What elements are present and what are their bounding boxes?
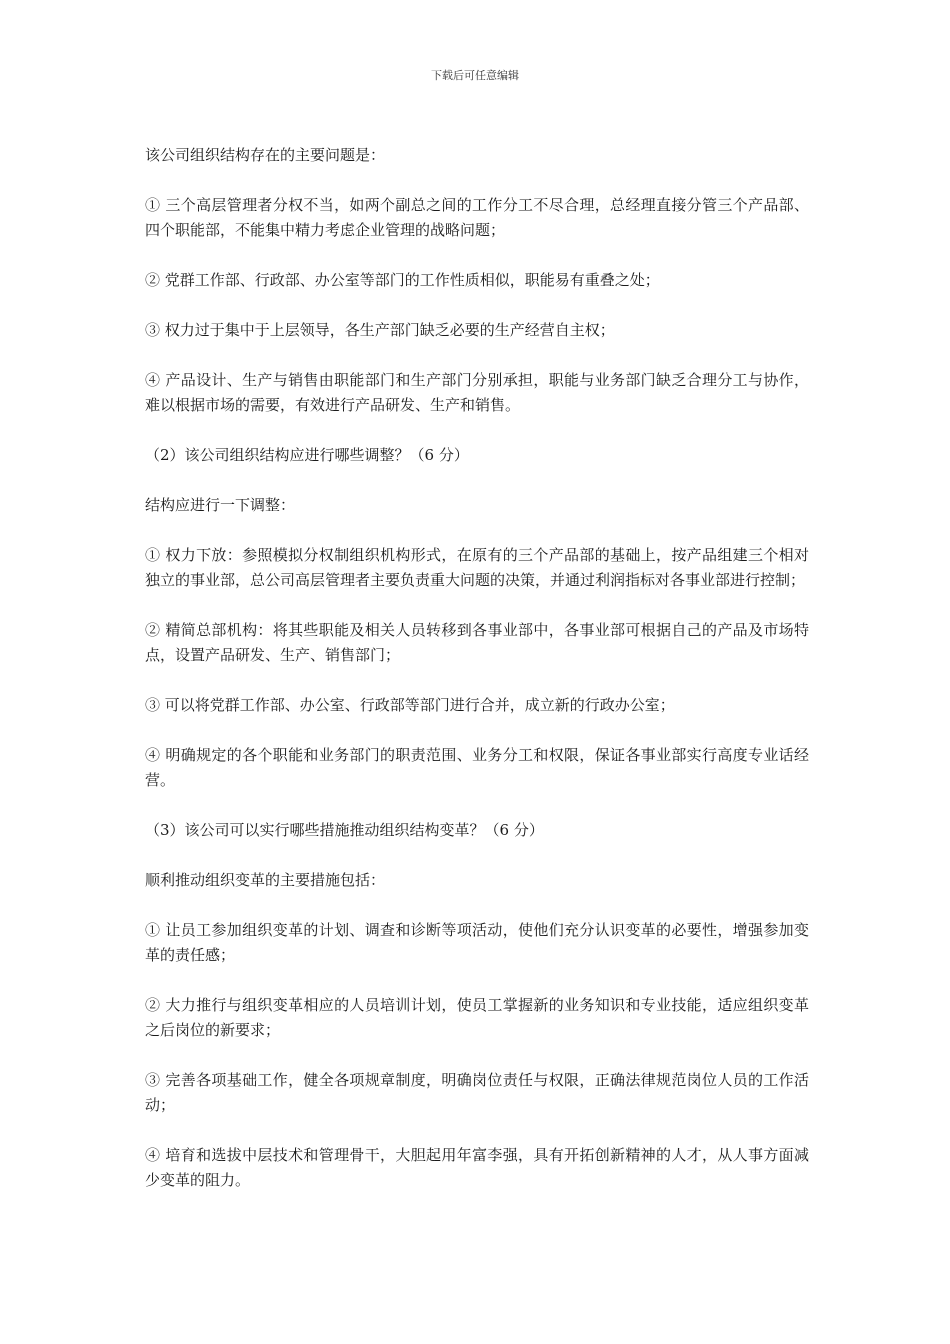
measure-item-1: ① 让员工参加组织变革的计划、调查和诊断等项活动，使他们充分认识变革的必要性，增强参加变革的责任感； <box>145 921 809 964</box>
problem-item-2: ② 党群工作部、行政部、办公室等部门的工作性质相似，职能易有重叠之处； <box>145 271 660 289</box>
question-3: （3）该公司可以实行哪些措施推动组织结构变革？（6 分） <box>145 821 544 839</box>
question-2: （2）该公司组织结构应进行哪些调整？（6 分） <box>145 446 469 464</box>
intro-problems: 该公司组织结构存在的主要问题是： <box>145 146 386 164</box>
intro-measures: 顺利推动组织变革的主要措施包括： <box>145 871 386 889</box>
problem-item-4: ④ 产品设计、生产与销售由职能部门和生产部门分别承担，职能与业务部门缺乏合理分工与协作，难以根据市场的需要，有效进行产品研发、生产和销售。 <box>145 371 809 414</box>
measure-item-3: ③ 完善各项基础工作，健全各项规章制度，明确岗位责任与权限，正确法律规范岗位人员的工作活动； <box>145 1071 809 1114</box>
page-header: 下载后可任意编辑 <box>431 69 519 82</box>
adjustment-item-3: ③ 可以将党群工作部、办公室、行政部等部门进行合并，成立新的行政办公室； <box>145 696 675 714</box>
adjustment-item-2: ② 精简总部机构：将其些职能及相关人员转移到各事业部中，各事业部可根据自己的产品及市场特点，设置产品研发、生产、销售部门； <box>145 621 809 664</box>
adjustment-item-4: ④ 明确规定的各个职能和业务部门的职责范围、业务分工和权限，保证各事业部实行高度专业话经营。 <box>145 746 809 789</box>
adjustment-item-1: ① 权力下放：参照模拟分权制组织机构形式，在原有的三个产品部的基础上，按产品组建三个相对独立的事业部，总公司高层管理者主要负责重大问题的决策，并通过利润指标对各事业部进行控制； <box>145 546 809 589</box>
problem-item-3: ③ 权力过于集中于上层领导，各生产部门缺乏必要的生产经营自主权； <box>145 321 615 339</box>
problem-item-1: ① 三个高层管理者分权不当，如两个副总之间的工作分工不尽合理，总经理直接分管三个产品部、四个职能部，不能集中精力考虑企业管理的战略问题； <box>145 196 809 239</box>
measure-item-2: ② 大力推行与组织变革相应的人员培训计划，使员工掌握新的业务知识和专业技能，适应组织变革之后岗位的新要求； <box>145 996 809 1039</box>
document-body <box>145 143 809 1193</box>
intro-adjustments: 结构应进行一下调整： <box>145 496 296 514</box>
measure-item-4: ④ 培育和选拔中层技术和管理骨干，大胆起用年富李强，具有开拓创新精神的人才，从人事方面减少变革的阻力。 <box>145 1146 809 1189</box>
